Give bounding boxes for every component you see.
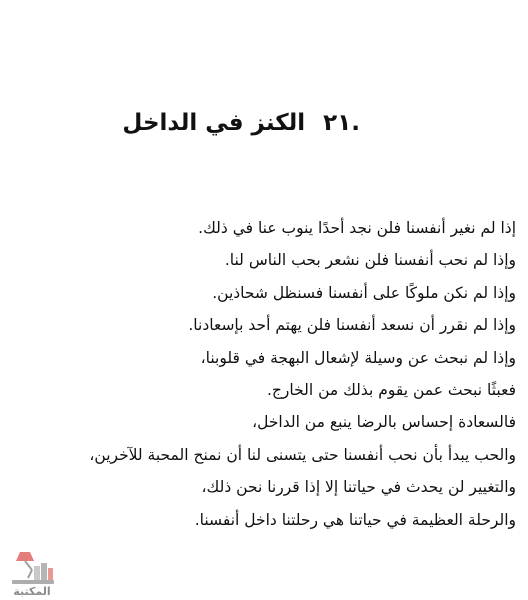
- chapter-title: الكنز في الداخل: [122, 110, 306, 136]
- text-line-8: والحب يبدأ بأن نحب أنفسنا حتى يتسنى لنا أن نمنح المحبة للآخرين،: [89, 445, 516, 464]
- text-line-9: والتغيير لن يحدث في حياتنا إلا إذا قررنا نحن ذلك،: [201, 478, 516, 497]
- watermark-logo: [6, 548, 58, 600]
- text-line-4: وإذا لم نقرر أن نسعد أنفسنا فلن يهتم أحد بإسعادنا.: [188, 316, 516, 335]
- text-line-7: فالسعادة إحساس بالرضا ينبع من الداخل،: [252, 413, 516, 432]
- watermark-label: المكتبة: [13, 585, 51, 598]
- chapter-number: .٢١: [323, 110, 360, 136]
- text-line-2: وإذا لم نحب أنفسنا فلن نشعر بحب الناس لنا.: [224, 251, 516, 270]
- lamp-book-logo-icon: [6, 548, 58, 588]
- text-line-5: وإذا لم نبحث عن وسيلة لإشعال البهجة في قلوبنا،: [200, 348, 516, 367]
- body-text: [16, 212, 516, 536]
- text-line-10: والرحلة العظيمة في حياتنا هي رحلتنا داخل أنفسنا.: [194, 510, 516, 529]
- text-line-3: وإذا لم نكن ملوكًا على أنفسنا فسنظل شحاذين.: [212, 283, 516, 302]
- text-line-1: إذا لم نغير أنفسنا فلن نجد أحدًا ينوب عنا في ذلك.: [198, 219, 516, 237]
- chapter-heading: [122, 110, 360, 136]
- text-line-6: فعبثًا نبحث عمن يقوم بذلك من الخارج.: [266, 380, 516, 399]
